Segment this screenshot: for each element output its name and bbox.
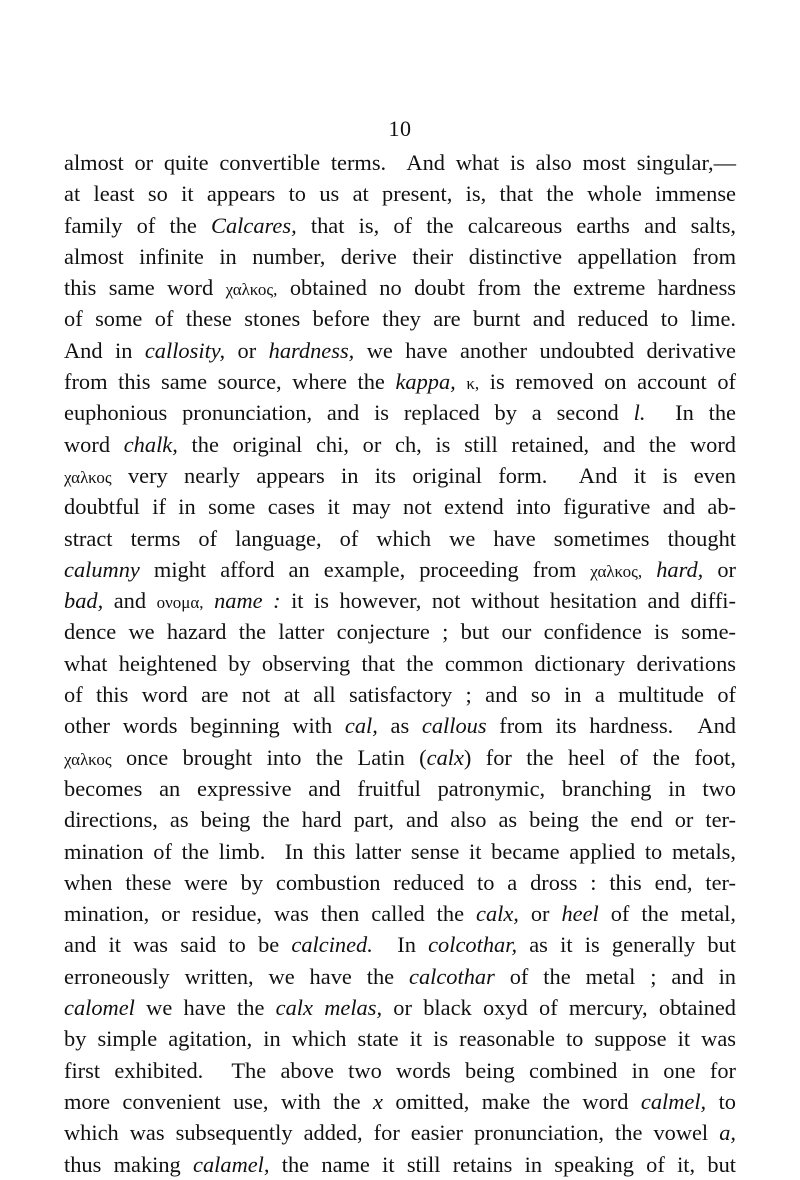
text-run: and it was said to be <box>64 932 292 958</box>
italic-term: heel <box>561 901 599 927</box>
italic-term: calamel, <box>193 1151 270 1177</box>
page-number: 10 <box>388 116 412 141</box>
greek-word: κ, <box>466 374 480 394</box>
text-line <box>64 585 736 616</box>
text-run: doubtful if in some cases it may not extend into figurative and ab- <box>64 494 736 520</box>
text-line <box>64 742 736 773</box>
italic-term: colcothar, <box>428 932 518 958</box>
text-run: first exhibited. The above two words being combined in one for <box>64 1057 736 1083</box>
text-run: once brought into the Latin ( <box>111 744 427 770</box>
text-run <box>642 557 656 582</box>
italic-term: l. <box>633 400 646 426</box>
text-run: of some of these stones before they are burnt and reduced to lime. <box>64 306 736 332</box>
text-run: from this same source, where the <box>64 369 396 395</box>
text-run: we have another undoubted derivative <box>354 337 736 363</box>
text-run: other words beginning with <box>64 713 345 739</box>
text-line <box>64 460 736 491</box>
body-text <box>64 147 736 1180</box>
text-run: obtained no doubt from the extreme hardness <box>277 275 736 301</box>
text-run: we have the <box>134 995 276 1021</box>
text-run: of this word are not at all satisfactory ; and so in a multitude of <box>64 682 736 708</box>
text-run: directions, as being the hard part, and also as being the end or ter- <box>64 807 736 833</box>
italic-term: calx, <box>476 901 519 927</box>
italic-term: kappa, <box>395 369 456 395</box>
text-line <box>64 272 736 303</box>
text-run: And in <box>64 337 145 363</box>
italic-term: hardness, <box>268 337 355 363</box>
text-run: or black oxyd of mercury, obtained <box>382 995 736 1021</box>
text-run <box>456 369 467 394</box>
text-line <box>64 929 736 960</box>
text-run: omitted, make the word <box>382 1088 641 1114</box>
text-line <box>64 710 736 741</box>
text-line <box>64 836 736 867</box>
text-run: In <box>372 932 429 958</box>
italic-term: calx melas, <box>275 995 383 1021</box>
text-line <box>64 241 736 272</box>
text-line <box>64 1055 736 1086</box>
text-run: as <box>377 713 422 739</box>
text-run: as it is generally but <box>517 932 736 958</box>
text-run: from its hardness. And <box>486 713 736 739</box>
text-line <box>64 429 736 460</box>
text-line <box>64 1149 736 1180</box>
text-line <box>64 992 736 1023</box>
text-run: becomes an expressive and fruitful patronymic, branching in two <box>64 775 736 801</box>
italic-term: callosity, <box>144 337 226 363</box>
text-run: stract terms of language, of which we have sometimes thought <box>64 525 736 551</box>
italic-term: calmel, <box>640 1088 707 1114</box>
text-line <box>64 397 736 428</box>
text-run: mination of the limb. In this latter sense it became applied to metals, <box>64 838 736 864</box>
text-run: which was subsequently added, for easier pronunciation, the vowel <box>64 1120 720 1146</box>
text-run: might afford an example, proceeding from <box>139 556 591 582</box>
text-run: erroneously written, we have the <box>64 963 409 989</box>
text-run: is removed on account of <box>479 369 736 395</box>
text-run: word <box>64 431 124 457</box>
text-line <box>64 648 736 679</box>
text-run: dence we hazard the latter conjecture ; but our confidence is some- <box>64 619 736 645</box>
greek-word: χαλκος <box>64 467 112 487</box>
text-run: that is, of the calcareous earths and salts, <box>296 212 737 238</box>
text-run: by simple agitation, in which state it is reasonable to suppose it was <box>64 1026 736 1052</box>
text-line <box>64 523 736 554</box>
text-line <box>64 898 736 929</box>
text-run: at least so it appears to us at present, is, that the whole immense <box>64 181 736 207</box>
text-run: almost or quite convertible terms. And what is also most singular,— <box>64 150 736 175</box>
text-run: or <box>703 556 736 582</box>
text-run: what heightened by observing that the common dictionary derivations <box>64 650 736 676</box>
text-run: the original chi, or ch, is still retained, and the word <box>177 431 736 457</box>
italic-term: calcothar <box>409 963 495 989</box>
greek-word: χαλκος <box>64 749 112 769</box>
italic-term: chalk, <box>123 431 178 457</box>
text-run: euphonious pronunciation, and is replaced by a second <box>64 400 634 426</box>
italic-term: cal, <box>344 713 378 739</box>
text-run: to <box>706 1088 736 1114</box>
greek-word: ονομα, <box>156 593 204 613</box>
text-run: or <box>518 901 562 927</box>
italic-term: Calcares, <box>211 212 297 238</box>
text-run: of the metal, <box>598 901 736 927</box>
text-line <box>64 335 736 366</box>
text-line <box>64 867 736 898</box>
italic-term: hard, <box>656 556 704 582</box>
greek-word: χαλκος, <box>590 561 643 581</box>
text-line <box>64 210 736 241</box>
text-line <box>64 616 736 647</box>
text-line <box>64 961 736 992</box>
text-line <box>64 773 736 804</box>
text-line <box>64 491 736 522</box>
text-run: this same word <box>64 275 226 301</box>
italic-term: calx <box>426 744 464 770</box>
text-line <box>64 147 736 178</box>
italic-term: calomel <box>64 995 135 1021</box>
text-run <box>204 588 215 613</box>
text-run: when these were by combustion reduced to a dross : this end, ter- <box>64 869 736 895</box>
text-run: it is however, not without hesitation and diffi- <box>280 588 736 614</box>
text-run: and <box>103 588 157 614</box>
italic-term: calcined. <box>291 932 373 958</box>
text-run: of the metal ; and in <box>494 963 736 989</box>
italic-term: callous <box>421 713 487 739</box>
text-line <box>64 366 736 397</box>
text-run: family of the <box>64 212 212 238</box>
text-line <box>64 554 736 585</box>
text-line <box>64 1086 736 1117</box>
text-run: ) for the heel of the foot, <box>463 744 736 770</box>
text-line <box>64 1023 736 1054</box>
text-run: In the <box>645 400 736 426</box>
italic-term: calumny <box>64 556 140 582</box>
text-run: almost infinite in number, derive their distinctive appellation from <box>64 243 736 269</box>
italic-term: bad, <box>64 588 104 614</box>
text-run: mination, or residue, was then called the <box>64 901 477 927</box>
text-run: very nearly appears in its original form. And it is even <box>111 462 736 488</box>
italic-term: x <box>372 1088 383 1114</box>
greek-word: χαλκος, <box>225 280 278 300</box>
text-line <box>64 303 736 334</box>
italic-term: name : <box>214 588 281 614</box>
text-line <box>64 178 736 209</box>
text-line <box>64 679 736 710</box>
italic-term: a, <box>719 1120 736 1146</box>
text-run: thus making <box>64 1151 194 1177</box>
text-run: more convenient use, with the <box>64 1088 373 1114</box>
text-run: the name it still retains in speaking of it, but <box>269 1151 736 1177</box>
text-line <box>64 804 736 835</box>
text-run: or <box>225 337 269 363</box>
